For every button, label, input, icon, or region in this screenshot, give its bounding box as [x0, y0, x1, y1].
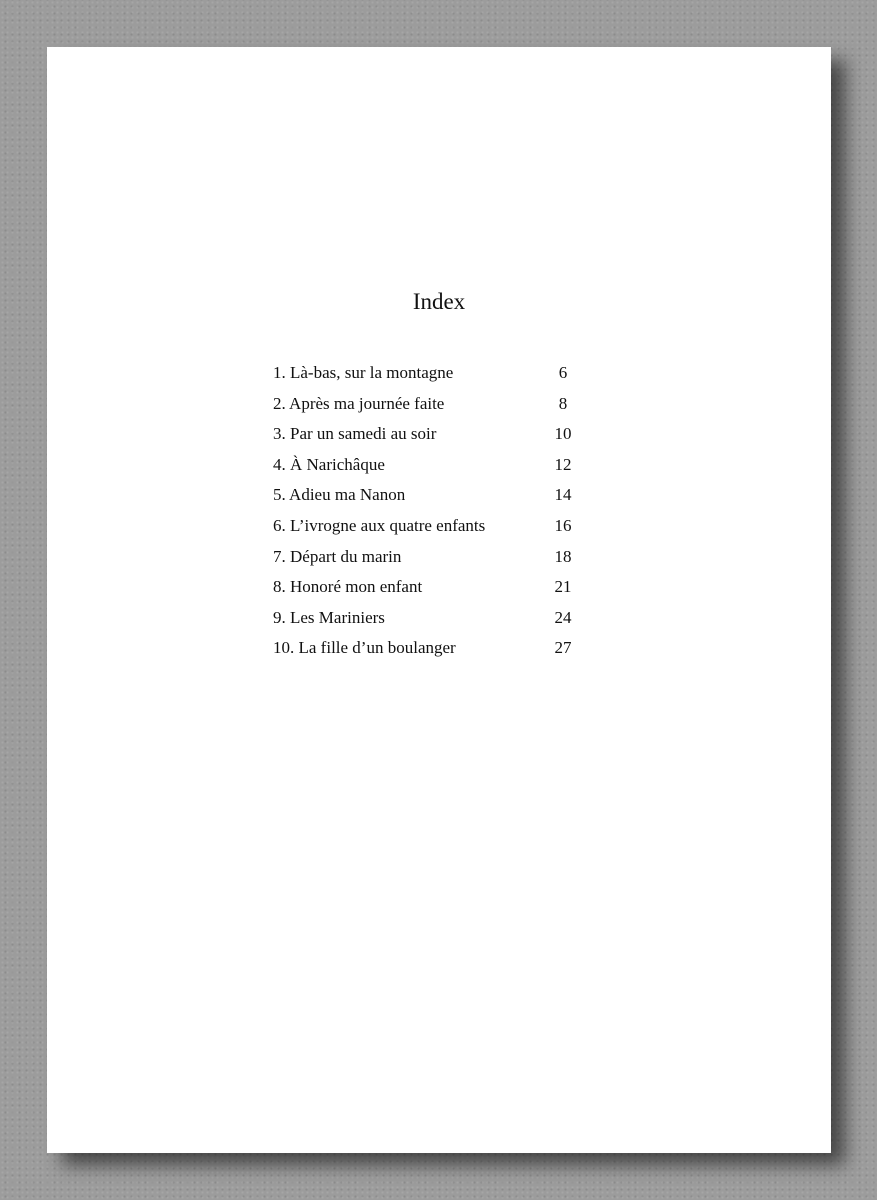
index-entry	[273, 363, 583, 394]
entry-page-number: 18	[554, 546, 572, 566]
entry-page-number: 16	[554, 515, 572, 535]
entry-page-number: 6	[558, 363, 568, 382]
index-entry	[273, 485, 583, 516]
index-entry	[273, 608, 583, 639]
entry-page-number: 12	[554, 454, 572, 474]
index-entry	[273, 547, 583, 578]
index-entry	[273, 455, 583, 486]
entry-page-number: 27	[554, 638, 572, 658]
entry-label: 9. Les Mariniers	[273, 607, 385, 627]
entry-label: 2. Après ma journée faite	[273, 393, 445, 413]
index-entry	[273, 424, 583, 455]
entry-label: 4. À Narichâque	[273, 454, 385, 474]
entry-page-number: 10	[554, 424, 572, 444]
entry-page-number: 14	[554, 485, 572, 505]
index-entry	[273, 577, 583, 608]
index-entry	[273, 516, 583, 547]
entry-label: 8. Honoré mon enfant	[273, 577, 423, 597]
entry-label: 10. La fille d’un boulanger	[273, 638, 456, 658]
entry-label: 5. Adieu ma Nanon	[273, 485, 406, 505]
index-title: Index	[412, 289, 466, 314]
entry-label: 3. Par un samedi au soir	[273, 424, 437, 444]
index-entry	[273, 638, 583, 669]
index-list	[273, 363, 583, 669]
entry-page-number: 8	[558, 393, 568, 413]
entry-label: 7. Départ du marin	[273, 546, 402, 566]
entry-page-number: 24	[554, 607, 572, 627]
entry-label: 1. Là-bas, sur la montagne	[273, 363, 454, 382]
entry-label: 6. L’ivrogne aux quatre enfants	[273, 515, 486, 535]
document-page	[47, 47, 831, 1153]
entry-page-number: 21	[554, 577, 572, 597]
index-entry	[273, 394, 583, 425]
